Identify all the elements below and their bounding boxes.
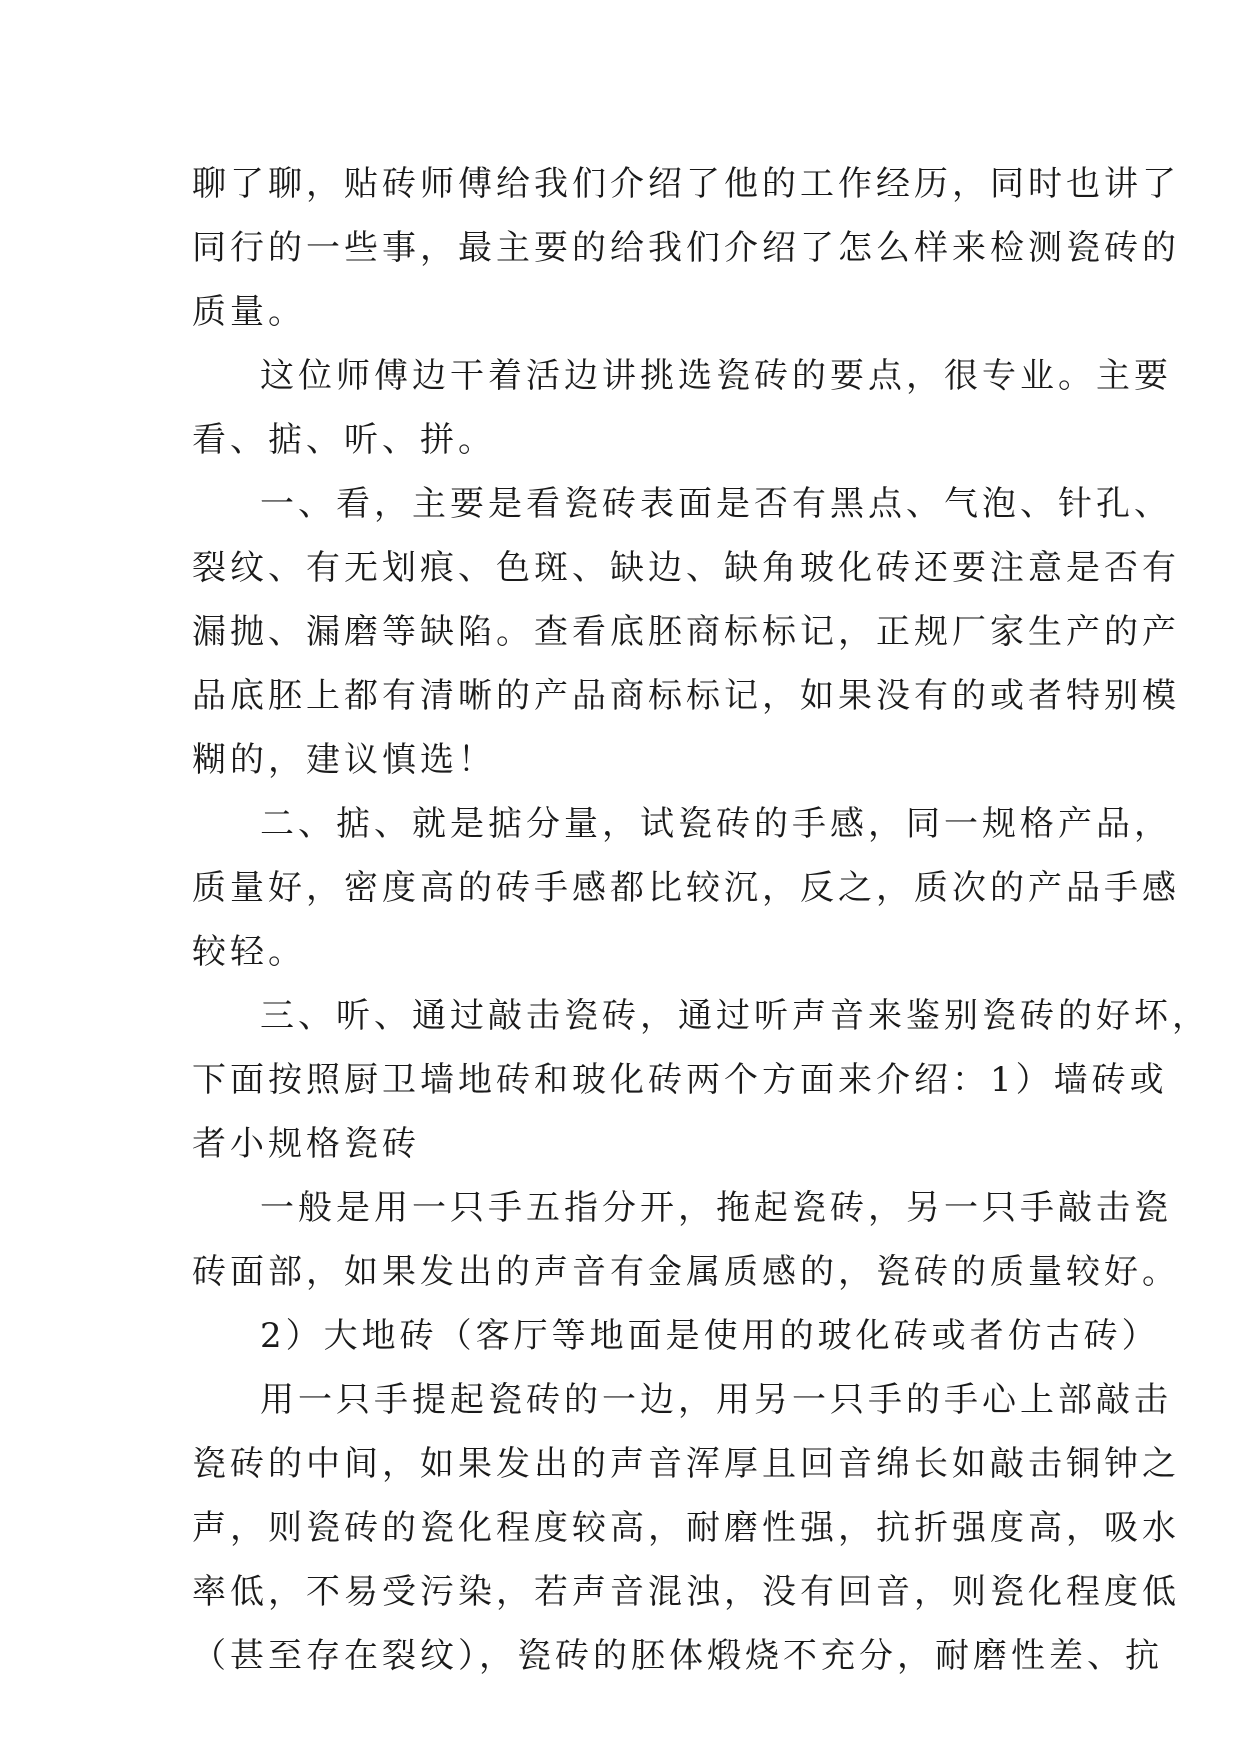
text-line: 品底胚上都有清晰的产品商标标记，如果没有的或者特别模 <box>192 676 1180 716</box>
text-line: 质量。 <box>192 292 306 332</box>
paragraph-first-line: 二、掂、就是掂分量，试瓷砖的手感，同一规格产品， <box>260 804 1172 844</box>
text-line: 者小规格瓷砖 <box>192 1124 420 1164</box>
text-line: 率低，不易受污染，若声音混浊，没有回音，则瓷化程度低 <box>192 1572 1180 1612</box>
text-line: 裂纹、有无划痕、色斑、缺边、缺角玻化砖还要注意是否有 <box>192 548 1180 588</box>
paragraph-first-line: 一、看，主要是看瓷砖表面是否有黑点、气泡、针孔、 <box>260 484 1172 524</box>
text-line: （甚至存在裂纹），瓷砖的胚体煅烧不充分，耐磨性差、抗 <box>192 1636 1163 1676</box>
paragraph-first-line: 2）大地砖（客厅等地面是使用的玻化砖或者仿古砖） <box>260 1316 1160 1356</box>
body-text <box>192 152 1210 1688</box>
paragraph-first-line: 用一只手提起瓷砖的一边，用另一只手的手心上部敲击 <box>260 1380 1172 1420</box>
paragraph-first-line: 三、听、通过敲击瓷砖，通过听声音来鉴别瓷砖的好坏， <box>260 996 1210 1036</box>
text-line: 较轻。 <box>192 932 306 972</box>
paragraph-first-line: 一般是用一只手五指分开，拖起瓷砖，另一只手敲击瓷 <box>260 1188 1172 1228</box>
text-line: 砖面部，如果发出的声音有金属质感的，瓷砖的质量较好。 <box>192 1252 1180 1292</box>
text-line: 漏抛、漏磨等缺陷。查看底胚商标标记，正规厂家生产的产 <box>192 612 1180 652</box>
text-line: 同行的一些事，最主要的给我们介绍了怎么样来检测瓷砖的 <box>192 228 1180 268</box>
text-line: 聊了聊，贴砖师傅给我们介绍了他的工作经历，同时也讲了 <box>192 164 1180 204</box>
text-line: 声，则瓷砖的瓷化程度较高，耐磨性强，抗折强度高，吸水 <box>192 1508 1180 1548</box>
text-line: 看、掂、听、拼。 <box>192 420 496 460</box>
text-line: 瓷砖的中间，如果发出的声音浑厚且回音绵长如敲击铜钟之 <box>192 1444 1180 1484</box>
paragraph-first-line: 这位师傅边干着活边讲挑选瓷砖的要点，很专业。主要 <box>260 356 1172 396</box>
text-line: 糊的，建议慎选！ <box>192 740 496 780</box>
text-line: 下面按照厨卫墙地砖和玻化砖两个方面来介绍：1）墙砖或 <box>192 1060 1168 1100</box>
text-line: 质量好，密度高的砖手感都比较沉，反之，质次的产品手感 <box>192 868 1180 908</box>
